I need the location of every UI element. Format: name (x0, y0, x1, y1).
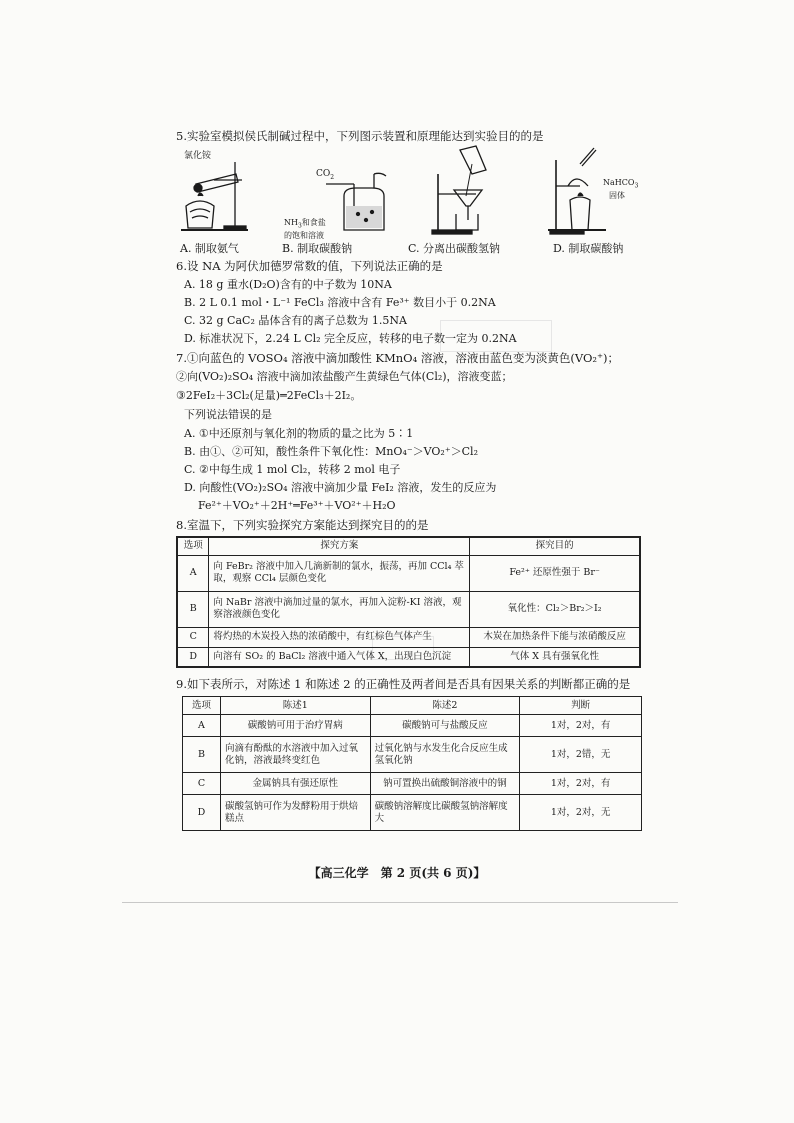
q9-cell: 过氧化钠与水发生化合反应生成氢氧化钠 (370, 737, 520, 773)
q9-header-statement2: 陈述2 (370, 697, 520, 715)
apparatus-a (181, 162, 248, 230)
q9-cell: 碳酸氢钠可作为发酵粉用于烘焙糕点 (220, 795, 370, 831)
table-row (183, 715, 642, 737)
q9-cell: 钠可置换出硫酸铜溶液中的铜 (370, 773, 520, 795)
q8-cell: Fe²⁺ 还原性强于 Br⁻ (470, 555, 640, 591)
q8-header-option: 选项 (177, 537, 209, 555)
q8-table (176, 536, 641, 668)
q5-option-b: B. 制取碳酸钠 (282, 242, 353, 255)
q9-cell: A (183, 715, 221, 737)
table-row (183, 795, 642, 831)
q9-cell: 1对，2对，有 (520, 715, 642, 737)
q9-cell: 1对，2错，无 (520, 737, 642, 773)
table-row (177, 647, 640, 667)
q5-option-a: A. 制取氨气 (180, 242, 239, 255)
q9-cell: 碳酸钠可与盐酸反应 (370, 715, 520, 737)
q8-header-purpose: 探究目的 (470, 537, 640, 555)
q9-header-statement1: 陈述1 (220, 697, 370, 715)
q8-cell: C (177, 627, 209, 647)
q8-cell: 将灼热的木炭投入热的浓硝酸中，有红棕色气体产生 (209, 627, 470, 647)
q5-b-gas-label: $CO_2$ (316, 169, 335, 181)
q8-stem: 8.室温下，下列实验探究方案能达到探究目的的是 (176, 518, 429, 532)
q7-option-c: C. ②中每生成 1 mol Cl₂，转移 2 mol 电子 (184, 463, 401, 476)
page-footer: 【高三化学 第 2 页(共 6 页)】 (308, 866, 486, 880)
table-header-row (177, 537, 640, 555)
q9-cell: 金属钠具有强还原性 (220, 773, 370, 795)
q5-apparatus-figure (176, 144, 639, 244)
q8-cell: 木炭在加热条件下能与浓硝酸反应 (470, 627, 640, 647)
page-divider (122, 902, 678, 903)
q8-cell: 向溶有 SO₂ 的 BaCl₂ 溶液中通入气体 X，出现白色沉淀 (209, 647, 470, 667)
table-row (177, 555, 640, 591)
q7-option-d-equation: Fe²⁺＋VO₂⁺＋2H⁺═Fe³⁺＋VO²⁺＋H₂O (198, 499, 396, 512)
q9-cell: D (183, 795, 221, 831)
q7-stem-2: ②向(VO₂)₂SO₄ 溶液中滴加浓盐酸产生黄绿色气体(Cl₂)，溶液变蓝； (176, 370, 513, 383)
q5-option-c: C. 分离出碳酸氢钠 (408, 242, 501, 255)
q7-stem-4: 下列说法错误的是 (184, 408, 272, 421)
q8-cell: 气体 X 具有强氧化性 (470, 647, 640, 667)
q6-option-d: D. 标准状况下，2.24 L Cl₂ 完全反应，转移的电子数一定为 0.2NA (184, 332, 517, 345)
q9-cell: 1对，2对，有 (520, 773, 642, 795)
q9-cell: 向滴有酚酞的水溶液中加入过氧化钠，溶液最终变红色 (220, 737, 370, 773)
q8-cell: A (177, 555, 209, 591)
q6-stem: 6.设 NA 为阿伏加德罗常数的值，下列说法正确的是 (176, 259, 443, 273)
q7-stem-3: ③2FeI₂＋3Cl₂(足量)═2FeCl₃＋2I₂。 (176, 389, 362, 402)
q7-option-d: D. 向酸性(VO₂)₂SO₄ 溶液中滴加少量 FeI₂ 溶液，发生的反应为 (184, 481, 497, 494)
q5-a-reagent-label: 氯化铵 (184, 151, 212, 161)
q8-cell: 氧化性：Cl₂＞Br₂＞I₂ (470, 591, 640, 627)
table-header-row (183, 697, 642, 715)
table-row (177, 591, 640, 627)
q8-cell: 向 NaBr 溶液中滴加过量的氯水，再加入淀粉-KI 溶液，观察溶液颜色变化 (209, 591, 470, 627)
apparatus-d (548, 148, 606, 234)
apparatus-c (432, 146, 486, 234)
table-row (177, 627, 640, 647)
apparatus-b (326, 173, 386, 230)
q5-option-d: D. 制取碳酸钠 (553, 242, 624, 255)
q9-cell: 1对，2对，无 (520, 795, 642, 831)
q9-cell: 碳酸钠可用于治疗胃病 (220, 715, 370, 737)
q6-option-b: B. 2 L 0.1 mol・L⁻¹ FeCl₃ 溶液中含有 Fe³⁺ 数目小于 0.2NA (184, 296, 496, 309)
q7-option-b: B. 由①、②可知，酸性条件下氧化性：MnO₄⁻＞VO₂⁺＞Cl₂ (184, 445, 478, 458)
q6-option-a: A. 18 g 重水(D₂O)含有的中子数为 10NA (184, 278, 392, 291)
q6-option-c: C. 32 g CaC₂ 晶体含有的离子总数为 1.5NA (184, 314, 407, 327)
q8-cell: 向 FeBr₂ 溶液中加入几滴新制的氯水，振荡，再加 CCl₄ 萃取，观察 CCl₄ 层颜色变化 (209, 555, 470, 591)
q5-b-liquid-label: $NH_3$和食盐 的饱和溶液 (284, 218, 326, 240)
q8-cell: B (177, 591, 209, 627)
q9-cell: 碳酸钠溶解度比碳酸氢钠溶解度大 (370, 795, 520, 831)
q9-header-option: 选项 (183, 697, 221, 715)
q9-table (182, 696, 642, 831)
q8-header-plan: 探究方案 (209, 537, 470, 555)
q7-option-a: A. ①中还原剂与氧化剂的物质的量之比为 5∶1 (184, 427, 414, 440)
q8-cell: D (177, 647, 209, 667)
table-row (183, 773, 642, 795)
q9-cell: C (183, 773, 221, 795)
q9-stem: 9.如下表所示，对陈述 1 和陈述 2 的正确性及两者间是否具有因果关系的判断都正确的是 (176, 677, 631, 691)
q7-stem-1: 7.①向蓝色的 VOSO₄ 溶液中滴加酸性 KMnO₄ 溶液，溶液由蓝色变为淡黄色(VO₂⁺)； (176, 351, 620, 365)
q5-d-reagent-label: NaHCO$_3$ 固体 (603, 178, 639, 200)
q9-header-judgement: 判断 (520, 697, 642, 715)
q5-stem: 5.实验室模拟侯氏制碱过程中，下列图示装置和原理能达到实验目的的是 (176, 129, 544, 143)
q9-cell: B (183, 737, 221, 773)
table-row (183, 737, 642, 773)
